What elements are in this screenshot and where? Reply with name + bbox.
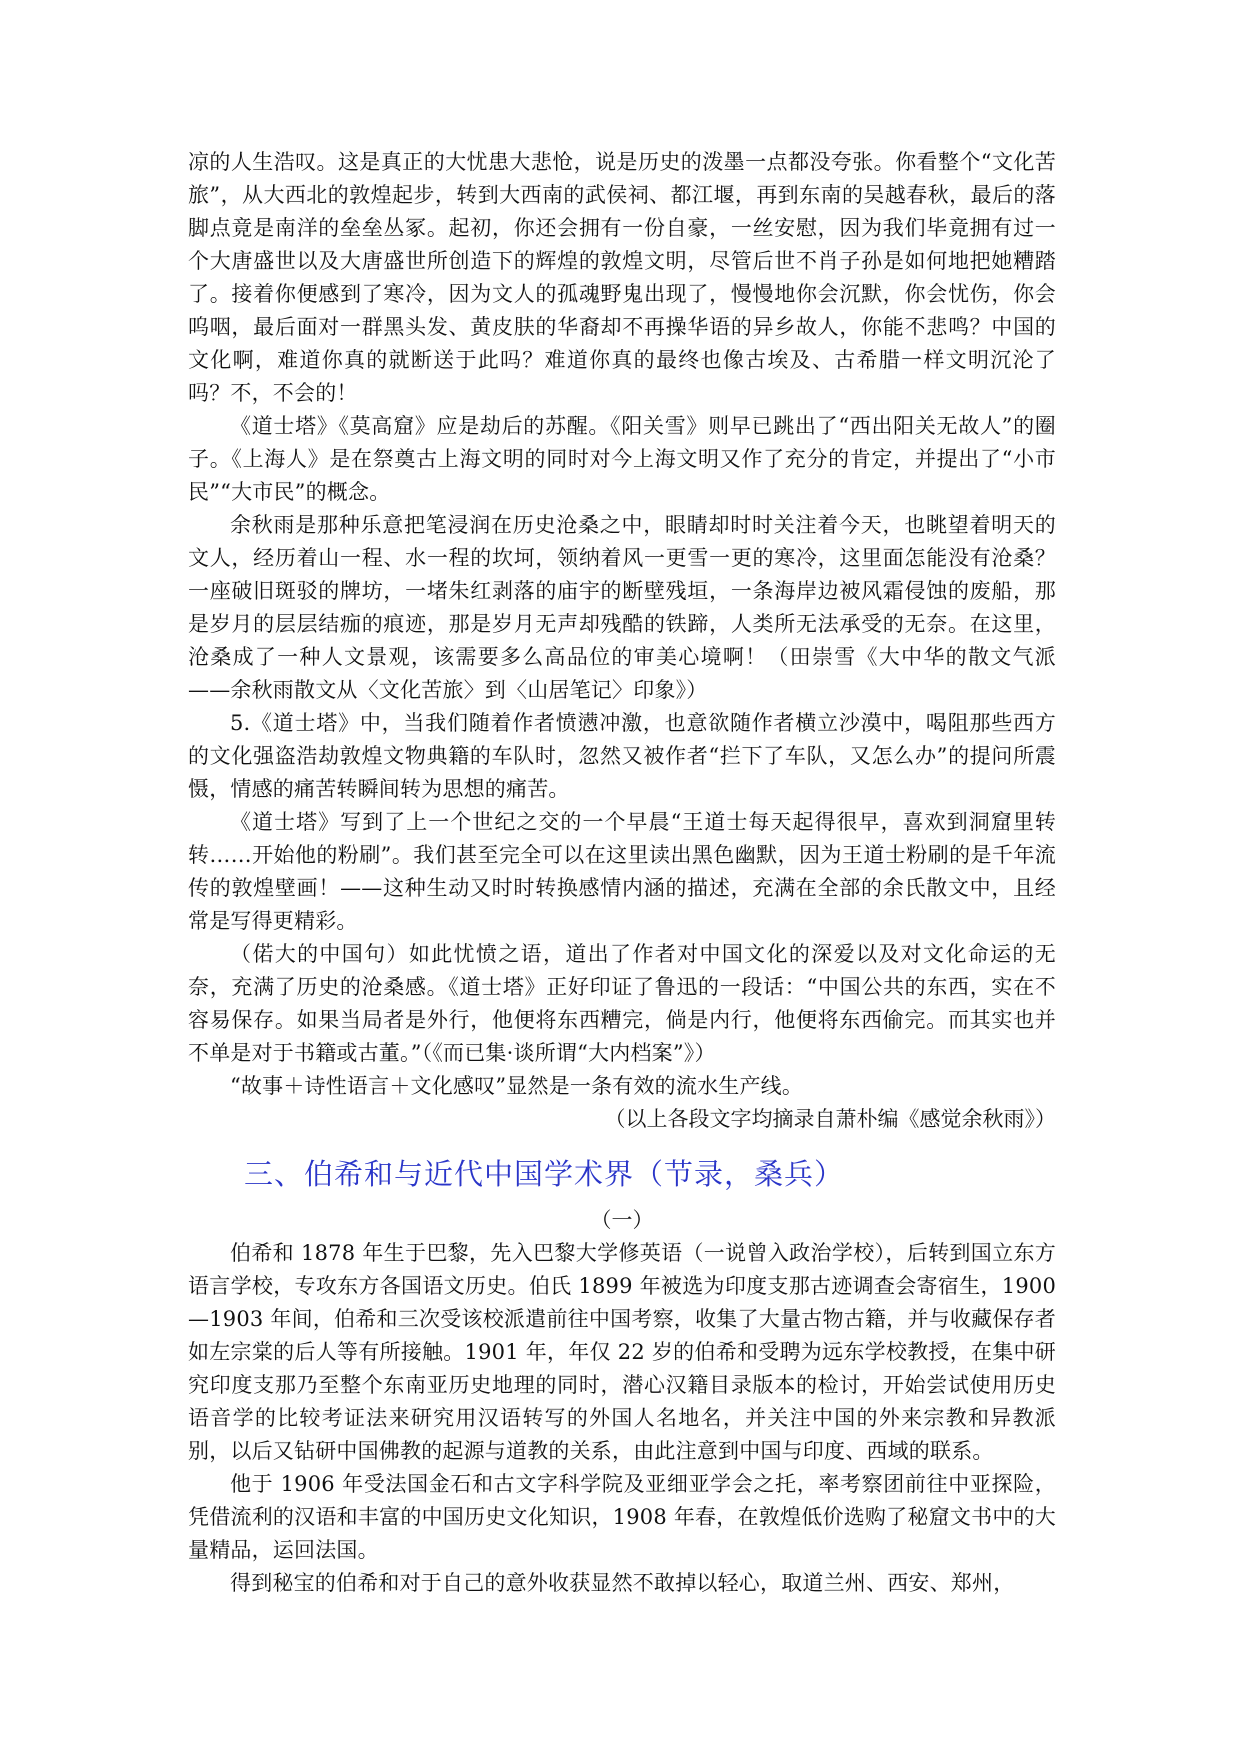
document-page — [188, 146, 1056, 1600]
paragraph: 他于 1906 年受法国金石和古文字科学院及亚细亚学会之托，率考察团前往中亚探险，凭借流利的汉语和丰富的中国历史文化知识，1908 年春，在敦煌低价选购了秘窟文书中的大量精品，运回法国。 — [188, 1472, 1056, 1562]
paragraph: “故事＋诗性语言＋文化感叹”显然是一条有效的流水生产线。 — [230, 1074, 804, 1098]
paragraph: 余秋雨是那种乐意把笔浸润在历史沧桑之中，眼睛却时时关注着今天，也眺望着明天的文人，经历着山一程、水一程的坎坷，领纳着风一更雪一更的寒冷，这里面怎能没有沧桑？一座破旧斑驳的牌坊，一堵朱红剥落的庙宇的断壁残垣，一条海岸边被风霜侵蚀的废船，那是岁月的层层结痂的痕迹，那是岁月无声却残酷的铁蹄，人类所无法承受的无奈。在这里，沧桑成了一种人文景观，该需要多么高品位的审美心境啊！（田崇雪《大中华的散文气派——余秋雨散文从〈文化苦旅〉到〈山居笔记〉印象》） — [188, 513, 1056, 702]
source-note: （以上各段文字均摘录自萧朴编《感觉余秋雨》） — [604, 1107, 1056, 1131]
paragraph: 得到秘宝的伯希和对于自己的意外收获显然不敢掉以轻心，取道兰州、西安、郑州， — [230, 1571, 1015, 1595]
paragraph: 伯希和 1878 年生于巴黎，先入巴黎大学修英语（一说曾入政治学校），后转到国立东方语言学校，专攻东方各国语文历史。伯氏 1899 年被选为印度支那古迹调查会寄宿生，1900—1903 年间，伯希和三次受该校派遣前往中国考察，收集了大量古物古籍，并与收藏保存者如左宗棠的后人等有所接触。1901 年，年仅 22 岁的伯希和受聘为远东学校教授，在集中研究印度支那乃至整个东南亚历史地理的同时，潜心汉籍目录版本的检讨，开始尝试使用历史语音学的比较考证法来研究用汉语转写的外国人名地名，并关注中国的外来宗教和异教派别，以后又钻研中国佛教的起源与道教的关系，由此注意到中国与印度、西域的联系。 — [188, 1241, 1056, 1463]
paragraph: 《道士塔》写到了上一个世纪之交的一个早晨“王道士每天起得很早，喜欢到洞窟里转转……开始他的粉刷”。我们甚至完全可以在这里读出黑色幽默，因为王道士粉刷的是千年流传的敦煌壁画！——这种生动又时时转换感情内涵的描述，充满在全部的余氏散文中，且经常是写得更精彩。 — [188, 810, 1056, 933]
section-title: 三、伯希和与近代中国学术界（节录，桑兵） — [244, 1157, 845, 1191]
paragraph-continued: 凉的人生浩叹。这是真正的大忧患大悲怆，说是历史的泼墨一点都没夸张。你看整个“文化苦旅”，从大西北的敦煌起步，转到大西南的武侯祠、都江堰，再到东南的吴越春秋，最后的落脚点竟是南洋的垒垒丛冢。起初，你还会拥有一份自豪，一丝安慰，因为我们毕竟拥有过一个大唐盛世以及大唐盛世所创造下的辉煌的敦煌文明，尽管后世不肖子孙是如何地把她糟踏了。接着你便感到了寒冷，因为文人的孤魂野鬼出现了，慢慢地你会沉默，你会忧伤，你会呜咽，最后面对一群黑头发、黄皮肤的华裔却不再操华语的异乡故人，你能不悲鸣？中国的文化啊，难道你真的就断送于此吗？难道你真的最终也像古埃及、古希腊一样文明沉沦了吗？不，不会的！ — [188, 150, 1056, 405]
subsection-number: （一） — [590, 1208, 654, 1232]
paragraph: （偌大的中国句）如此忧愤之语，道出了作者对中国文化的深爱以及对文化命运的无奈，充满了历史的沧桑感。《道士塔》正好印证了鲁迅的一段话：“中国公共的东西，实在不容易保存。如果当局者是外行，他便将东西糟完，倘是内行，他便将东西偷完。而其实也并不单是对于书籍或古董。”（《而已集·谈所谓“大内档案”》） — [188, 942, 1056, 1065]
paragraph: 5.《道士塔》中，当我们随着作者愤懑冲激，也意欲随作者横立沙漠中，喝阻那些西方的文化强盗浩劫敦煌文物典籍的车队时，忽然又被作者“拦下了车队，又怎么办”的提问所震慑，情感的痛苦转瞬间转为思想的痛苦。 — [188, 711, 1056, 801]
paragraph: 《道士塔》《莫高窟》应是劫后的苏醒。《阳关雪》则早已跳出了“西出阳关无故人”的圈子。《上海人》是在祭奠古上海文明的同时对今上海文明又作了充分的肯定，并提出了“小市民”“大市民”的概念。 — [188, 414, 1056, 504]
